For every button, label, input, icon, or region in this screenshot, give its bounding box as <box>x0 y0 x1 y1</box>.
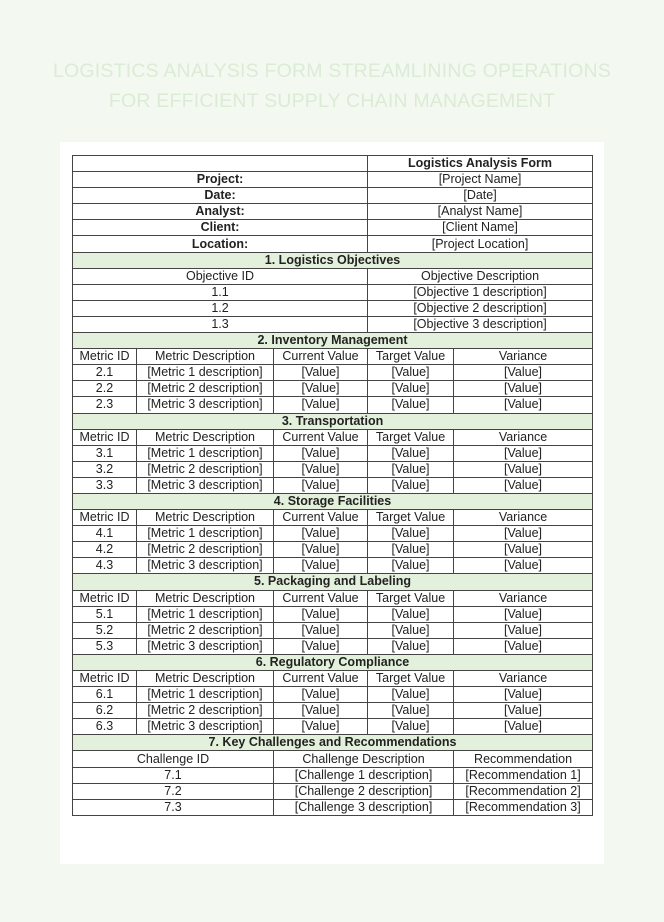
table-cell: 5.1 <box>73 606 137 622</box>
table-row <box>73 300 593 316</box>
table-row <box>73 397 593 413</box>
table-row <box>73 638 593 654</box>
table-cell: [Value] <box>454 526 593 542</box>
table-row <box>73 445 593 461</box>
column-header: Current Value <box>274 590 368 606</box>
column-header-row <box>73 751 593 767</box>
table-cell: [Value] <box>454 558 593 574</box>
table-cell: [Value] <box>274 461 368 477</box>
table-cell: [Value] <box>274 719 368 735</box>
recommendation: [Recommendation 3] <box>454 799 593 815</box>
table-cell: [Value] <box>368 381 454 397</box>
table-cell: 2.1 <box>73 365 137 381</box>
table-row <box>73 526 593 542</box>
challenge-id: 7.1 <box>73 767 274 783</box>
objective-id: 1.3 <box>73 316 368 332</box>
table-row <box>73 606 593 622</box>
field-label: Analyst: <box>73 204 368 220</box>
objective-description: [Objective 3 description] <box>368 316 593 332</box>
column-header: Challenge ID <box>73 751 274 767</box>
table-cell: [Value] <box>274 381 368 397</box>
column-header-row <box>73 429 593 445</box>
table-row <box>73 767 593 783</box>
challenge-description: [Challenge 2 description] <box>274 783 454 799</box>
column-header: Metric ID <box>73 349 137 365</box>
table-row <box>73 542 593 558</box>
column-header: Variance <box>454 349 593 365</box>
table-cell: [Metric 2 description] <box>137 381 274 397</box>
table-cell: [Metric 2 description] <box>137 622 274 638</box>
table-cell: [Value] <box>368 365 454 381</box>
section-header-row <box>73 574 593 590</box>
table-row <box>73 558 593 574</box>
table-row <box>73 622 593 638</box>
column-header: Metric ID <box>73 429 137 445</box>
table-cell: [Metric 3 description] <box>137 397 274 413</box>
column-header: Variance <box>454 590 593 606</box>
table-cell: [Value] <box>454 397 593 413</box>
table-cell: 3.1 <box>73 445 137 461</box>
section-title: 1. Logistics Objectives <box>73 252 593 268</box>
table-cell: [Value] <box>454 638 593 654</box>
table-cell: [Value] <box>454 703 593 719</box>
table-row <box>73 687 593 703</box>
field-label: Client: <box>73 220 368 236</box>
field-label: Date: <box>73 188 368 204</box>
column-header: Metric Description <box>137 671 274 687</box>
objective-description: [Objective 1 description] <box>368 284 593 300</box>
challenge-description: [Challenge 1 description] <box>274 767 454 783</box>
table-cell: [Value] <box>274 542 368 558</box>
section-header-row <box>73 252 593 268</box>
section-title: 6. Regulatory Compliance <box>73 654 593 670</box>
section-title: 4. Storage Facilities <box>73 493 593 509</box>
table-row <box>73 719 593 735</box>
table-row <box>73 799 593 815</box>
table-row <box>73 284 593 300</box>
table-cell: [Value] <box>454 477 593 493</box>
table-cell: [Value] <box>454 365 593 381</box>
table-cell: [Value] <box>368 461 454 477</box>
table-cell: 2.3 <box>73 397 137 413</box>
column-header-row <box>73 590 593 606</box>
table-cell: 4.1 <box>73 526 137 542</box>
table-cell: [Value] <box>368 606 454 622</box>
challenge-description: [Challenge 3 description] <box>274 799 454 815</box>
table-cell: [Value] <box>368 445 454 461</box>
section-header-row <box>73 735 593 751</box>
table-cell: [Value] <box>368 397 454 413</box>
section-title: 2. Inventory Management <box>73 333 593 349</box>
form-field-row <box>73 172 593 188</box>
field-label: Location: <box>73 236 368 252</box>
column-header: Current Value <box>274 349 368 365</box>
form-header: Logistics Analysis Form <box>368 156 593 172</box>
column-header: Variance <box>454 510 593 526</box>
table-cell: [Value] <box>274 526 368 542</box>
table-cell: 2.2 <box>73 381 137 397</box>
table-cell: [Metric 2 description] <box>137 703 274 719</box>
field-value: [Analyst Name] <box>368 204 593 220</box>
column-header: Target Value <box>368 590 454 606</box>
column-header: Metric Description <box>137 590 274 606</box>
objective-description: [Objective 2 description] <box>368 300 593 316</box>
column-header: Objective Description <box>368 268 593 284</box>
objective-id: 1.2 <box>73 300 368 316</box>
table-cell: [Value] <box>274 445 368 461</box>
table-cell: [Value] <box>274 365 368 381</box>
table-cell: 6.1 <box>73 687 137 703</box>
column-header: Challenge Description <box>274 751 454 767</box>
column-header: Target Value <box>368 429 454 445</box>
table-cell: [Metric 3 description] <box>137 477 274 493</box>
challenge-id: 7.3 <box>73 799 274 815</box>
table-cell: [Value] <box>368 558 454 574</box>
table-cell: [Metric 2 description] <box>137 461 274 477</box>
table-cell: [Value] <box>454 606 593 622</box>
section-header-row <box>73 413 593 429</box>
table-cell: [Value] <box>454 719 593 735</box>
field-value: [Project Name] <box>368 172 593 188</box>
column-header: Variance <box>454 429 593 445</box>
table-cell: [Metric 3 description] <box>137 719 274 735</box>
table-cell: [Metric 1 description] <box>137 687 274 703</box>
page-title: LOGISTICS ANALYSIS FORM STREAMLINING OPERATIONS FOR EFFICIENT SUPPLY CHAIN MANAGEMENT <box>52 60 612 112</box>
table-cell: [Value] <box>454 381 593 397</box>
form-field-row <box>73 188 593 204</box>
form-field-row <box>73 220 593 236</box>
field-value: [Project Location] <box>368 236 593 252</box>
column-header-row <box>73 268 593 284</box>
column-header: Metric ID <box>73 510 137 526</box>
table-cell: 6.3 <box>73 719 137 735</box>
column-header: Current Value <box>274 510 368 526</box>
table-cell: [Metric 1 description] <box>137 445 274 461</box>
table-cell: 4.2 <box>73 542 137 558</box>
table-cell: [Metric 1 description] <box>137 606 274 622</box>
table-cell: [Value] <box>274 397 368 413</box>
recommendation: [Recommendation 1] <box>454 767 593 783</box>
section-title: 5. Packaging and Labeling <box>73 574 593 590</box>
column-header: Metric ID <box>73 671 137 687</box>
table-cell: [Value] <box>368 719 454 735</box>
table-cell: [Value] <box>274 606 368 622</box>
section-title: 7. Key Challenges and Recommendations <box>73 735 593 751</box>
field-value: [Date] <box>368 188 593 204</box>
section-title: 3. Transportation <box>73 413 593 429</box>
table-cell: 5.2 <box>73 622 137 638</box>
table-cell: 4.3 <box>73 558 137 574</box>
table-cell: 6.2 <box>73 703 137 719</box>
table-cell: [Value] <box>454 542 593 558</box>
objective-id: 1.1 <box>73 284 368 300</box>
table-cell: [Value] <box>368 687 454 703</box>
table-cell: [Metric 2 description] <box>137 542 274 558</box>
table-row <box>73 461 593 477</box>
field-value: [Client Name] <box>368 220 593 236</box>
table-cell: [Value] <box>368 542 454 558</box>
table-cell: 3.2 <box>73 461 137 477</box>
section-header-row <box>73 333 593 349</box>
form-header-row <box>73 156 593 172</box>
column-header: Variance <box>454 671 593 687</box>
table-row <box>73 316 593 332</box>
column-header: Metric ID <box>73 590 137 606</box>
column-header: Recommendation <box>454 751 593 767</box>
column-header-row <box>73 510 593 526</box>
column-header: Target Value <box>368 671 454 687</box>
table-cell: 3.3 <box>73 477 137 493</box>
table-cell: [Value] <box>454 687 593 703</box>
column-header: Target Value <box>368 349 454 365</box>
column-header-row <box>73 349 593 365</box>
table-cell: [Value] <box>454 445 593 461</box>
table-cell: [Metric 1 description] <box>137 365 274 381</box>
table-cell: [Value] <box>274 477 368 493</box>
table-cell: [Metric 3 description] <box>137 638 274 654</box>
table-cell: [Value] <box>368 703 454 719</box>
table-row <box>73 703 593 719</box>
column-header: Target Value <box>368 510 454 526</box>
table-cell: [Metric 3 description] <box>137 558 274 574</box>
table-cell: [Value] <box>274 558 368 574</box>
logistics-form-table <box>72 155 593 816</box>
recommendation: [Recommendation 2] <box>454 783 593 799</box>
table-cell: [Value] <box>274 622 368 638</box>
column-header: Current Value <box>274 671 368 687</box>
table-cell: [Metric 1 description] <box>137 526 274 542</box>
column-header: Metric Description <box>137 429 274 445</box>
table-row <box>73 381 593 397</box>
table-row <box>73 783 593 799</box>
table-row <box>73 477 593 493</box>
column-header: Current Value <box>274 429 368 445</box>
section-header-row <box>73 654 593 670</box>
table-cell: [Value] <box>454 461 593 477</box>
header-blank-cell <box>73 156 368 172</box>
column-header: Metric Description <box>137 510 274 526</box>
table-row <box>73 365 593 381</box>
table-cell: [Value] <box>368 638 454 654</box>
challenge-id: 7.2 <box>73 783 274 799</box>
field-label: Project: <box>73 172 368 188</box>
table-cell: 5.3 <box>73 638 137 654</box>
table-cell: [Value] <box>454 622 593 638</box>
form-field-row <box>73 236 593 252</box>
table-cell: [Value] <box>274 703 368 719</box>
form-field-row <box>73 204 593 220</box>
table-cell: [Value] <box>274 638 368 654</box>
section-header-row <box>73 493 593 509</box>
table-cell: [Value] <box>368 526 454 542</box>
table-cell: [Value] <box>368 477 454 493</box>
column-header: Metric Description <box>137 349 274 365</box>
column-header: Objective ID <box>73 268 368 284</box>
column-header-row <box>73 671 593 687</box>
table-cell: [Value] <box>274 687 368 703</box>
table-cell: [Value] <box>368 622 454 638</box>
